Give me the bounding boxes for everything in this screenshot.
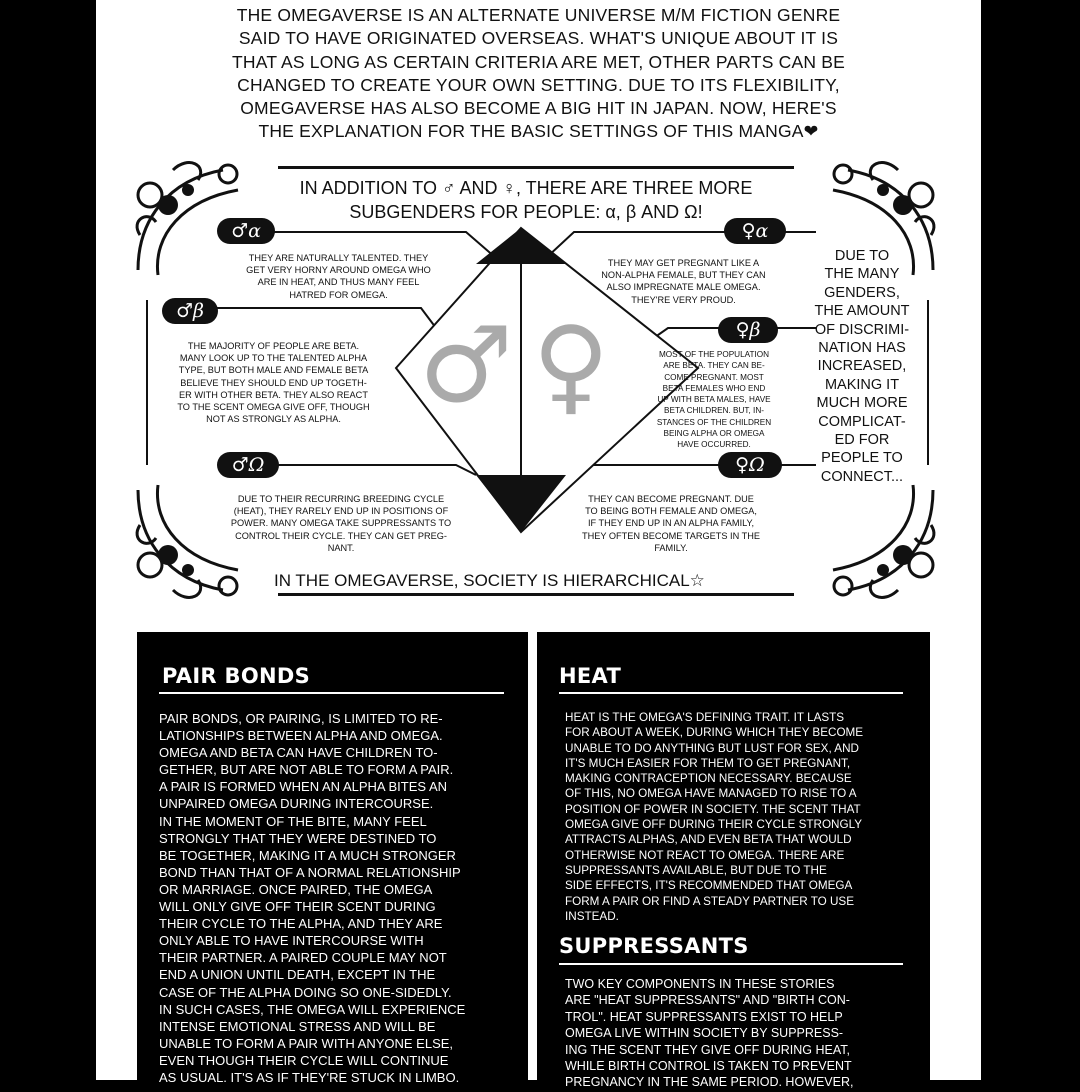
suppressants-underline [559,963,903,965]
side-note-line: PEOPLE TO [821,450,903,467]
text-line: UNPAIRED OMEGA DURING INTERCOURSE. [159,796,434,812]
text-line: THEIR PARTNER. A PAIRED COUPLE MAY NOT [159,950,447,966]
text-line: BE TOGETHER, MAKING IT A MUCH STRONGER [159,847,456,863]
pair-bonds-panel [137,632,528,1092]
note-line: TO BEING BOTH FEMALE AND OMEGA, [585,506,757,517]
note-line: MOST OF THE POPULATION [658,350,770,359]
discrimination-note [802,247,922,486]
female-symbol-icon: ♀ [532,304,610,426]
text-line: POSITION OF POWER IN SOCIETY. THE SCENT THAT [565,802,861,816]
text-line: STRONGLY THAT THEY WERE DESTINED TO [159,830,437,846]
text-line: TWO KEY COMPONENTS IN THESE STORIES [565,977,835,991]
note-line: ALSO IMPREGNATE MALE OMEGA. [606,282,761,293]
intro-line: CHANGED TO CREATE YOUR OWN SETTING. DUE TO ITS FLEXIBILITY, [237,74,840,95]
male-omega-description [206,493,476,554]
note-line: STANCES OF THE CHILDREN [656,417,772,427]
text-line: SUPPRESSANTS AVAILABLE, BUT DUE TO THE [565,863,827,877]
text-line: ATTRACTS ALPHAS, AND EVEN BETA THAT WOULD [565,833,852,847]
intro-line: THAT AS LONG AS CERTAIN CRITERIA ARE MET, OTHER PARTS CAN BE [232,51,845,72]
heat-text [565,710,910,924]
female-alpha-label: ♀α [724,218,786,244]
female-alpha-description [566,257,801,306]
intro-text [96,4,981,144]
side-note-line: CONNECT... [820,468,904,485]
note-line: UP WITH BETA MALES, HAVE [657,395,771,405]
suppressants-title: SUPPRESSANTS [559,934,749,958]
note-line: POWER. MANY OMEGA TAKE SUPPRESSANTS TO [230,518,452,529]
text-line: OR MARRIAGE. ONCE PAIRED, THE OMEGA [159,881,433,897]
intro-line: SAID TO HAVE ORIGINATED OVERSEAS. WHAT'S UNIQUE ABOUT IT IS [238,28,839,49]
note-line: HAVE OCCURRED. [677,440,751,450]
note-line: THEY OFTEN BECOME TARGETS IN THE [582,530,760,541]
side-note-line: ED FOR [834,432,890,449]
note-line: HATRED FOR OMEGA. [289,289,388,300]
pair-bonds-text [159,710,514,1086]
heat-title: HEAT [559,664,622,688]
note-line: BEING ALPHA OR OMEGA [663,429,765,439]
text-line: UNABLE TO FORM A PAIR WITH ANYONE ELSE, [159,1035,454,1051]
note-line: BETA CHILDREN. BUT, IN- [664,406,764,416]
female-beta-label: ♀β [718,317,778,343]
note-line: GET VERY HORNY AROUND OMEGA WHO [246,265,431,276]
male-alpha-label: ♂α [217,218,275,244]
text-line: OMEGA AND BETA CAN HAVE CHILDREN TO- [159,745,438,761]
text-line: MAKING CONTRACEPTION NECESSARY. BECAUSE [565,772,852,786]
text-line: THEIR CYCLE TO THE ALPHA, AND THEY ARE [159,916,443,932]
text-line: FORM A PAIR OR FIND A STEADY PARTNER TO USE [565,894,855,908]
text-line: INTENSE EMOTIONAL STRESS AND WILL BE [159,1018,436,1034]
side-note-line: OF DISCRIMI- [814,321,910,338]
text-line: A PAIR IS FORMED WHEN AN ALPHA BITES AN [159,779,447,795]
text-line: IN THE MOMENT OF THE BITE, MANY FEEL [159,813,427,829]
diagram-footer: IN THE OMEGAVERSE, SOCIETY IS HIERARCHICAL☆ [274,571,705,590]
note-line: TO THE SCENT OMEGA GIVE OFF, THOUGH [177,402,370,413]
intro-line: THE EXPLANATION FOR THE BASIC SETTINGS OF THIS MANGA❤ [258,121,819,142]
text-line: BOND THAN THAT OF A NORMAL RELATIONSHIP [159,864,461,880]
text-line: ARE "HEAT SUPPRESSANTS" AND "BIRTH CON- [565,993,850,1008]
note-line: IF THEY END UP IN AN ALPHA FAMILY, [587,518,755,529]
side-note-line: DUE TO [834,248,890,264]
male-beta-label: ♂β [162,298,218,324]
text-line: INSTEAD. [565,909,619,923]
female-beta-description [644,349,784,451]
text-line: OMEGA GIVE OFF DURING THEIR CYCLE STRONGLY [565,818,862,832]
female-omega-label: ♀Ω [718,452,782,478]
note-line: ER WITH OTHER BETA. THEY ALSO REACT [179,389,368,400]
note-line: DUE TO THEIR RECURRING BREEDING CYCLE [237,494,445,504]
text-line: PREGNANCY IN THE SAME PERIOD. HOWEVER, [565,1075,854,1090]
text-line: TROL". HEAT SUPPRESSANTS EXIST TO HELP [565,1009,843,1024]
text-line: WILL ONLY GIVE OFF THEIR SCENT DURING [159,899,436,915]
side-note-line: THE AMOUNT [814,303,910,320]
text-line: AS USUAL. IT'S AS IF THEY'RE STUCK IN LIMBO. [159,1069,460,1085]
text-line: ONLY ABLE TO HAVE INTERCOURSE WITH [159,933,424,949]
intro-line: OMEGAVERSE HAS ALSO BECOME A BIG HIT IN JAPAN. NOW, HERE'S [240,98,837,119]
note-line: BETA FEMALES WHO END [662,383,766,393]
note-line: (HEAT), THEY RARELY END UP IN POSITIONS OF [233,506,449,517]
text-line: OTHERWISE NOT REACT TO OMEGA. THERE ARE [565,848,845,862]
note-line: THEY ARE NATURALLY TALENTED. THEY [248,253,429,263]
side-note-line: COMPLICAT- [818,413,906,430]
male-symbol-icon: ♂ [418,304,514,426]
note-line: BELIEVE THEY SHOULD END UP TOGETH- [180,377,367,388]
note-line: ARE BETA. THEY CAN BE- [663,361,765,371]
note-line: FAMILY. [654,542,688,553]
diagram-heading-line: SUBGENDERS FOR PEOPLE: α, β AND Ω! [349,202,703,222]
pair-bonds-title: PAIR BONDS [162,664,311,688]
text-line: WHILE BIRTH CONTROL IS TAKEN TO PREVENT [565,1059,852,1074]
text-line: HEAT IS THE OMEGA'S DEFINING TRAIT. IT LASTS [565,711,845,724]
side-note-line: MUCH MORE [816,395,908,412]
text-line: PAIR BONDS, OR PAIRING, IS LIMITED TO RE- [159,711,443,726]
suppressants-text [565,976,910,1091]
note-line: THEY MAY GET PREGNANT LIKE A [607,258,760,268]
note-line: COME PREGNANT. MOST [664,372,764,382]
side-note-line: NATION HAS [818,340,906,357]
note-line: CONTROL THEIR CYCLE. THEY CAN GET PREG- [235,530,447,541]
text-line: LATIONSHIPS BETWEEN ALPHA AND OMEGA. [159,728,443,744]
text-line: GETHER, BUT ARE NOT ABLE TO FORM A PAIR. [159,762,454,778]
note-line: THEY CAN BECOME PREGNANT. DUE [588,494,754,504]
text-line: UNABLE TO DO ANYTHING BUT LUST FOR SEX, AND [565,741,859,755]
text-line: IN SUCH CASES, THE OMEGA WILL EXPERIENCE [159,1001,466,1017]
frame-bottom-line [278,593,794,596]
diagram-heading [246,176,806,224]
note-line: THE MAJORITY OF PEOPLE ARE BETA. [187,341,360,351]
male-beta-description [151,340,396,425]
side-note-line: THE MANY [824,266,900,283]
male-omega-label: ♂Ω [217,452,279,478]
note-line: NANT. [327,542,355,553]
text-line: SIDE EFFECTS, IT'S RECOMMENDED THAT OMEGA [565,879,853,893]
note-line: ARE IN HEAT, AND THUS MANY FEEL [257,277,420,288]
note-line: NON-ALPHA FEMALE, BUT THEY CAN [601,270,766,281]
text-line: OMEGA LIVE WITHIN SOCIETY BY SUPPRESS- [565,1026,844,1041]
heat-panel [537,632,930,1092]
frame-top-line [278,166,794,169]
pair-bonds-underline [159,692,504,694]
text-line: EVEN THOUGH THEIR CYCLE WILL CONTINUE [159,1052,449,1068]
text-line: ING THE SCENT THEY GIVE OFF DURING HEAT, [565,1042,850,1057]
intro-line: THE OMEGAVERSE IS AN ALTERNATE UNIVERSE M/M FICTION GENRE [236,5,841,25]
manga-page [96,0,981,1090]
side-note-line: MAKING IT [824,376,900,393]
heat-underline [559,692,903,694]
side-note-line: GENDERS, [824,284,900,301]
text-line: IT'S MUCH EASIER FOR THEM TO GET PREGNANT, [565,756,851,770]
side-note-line: INCREASED, [817,358,907,375]
female-omega-description [556,493,786,554]
text-line: FOR ABOUT A WEEK, DURING WHICH THEY BECOME [565,726,864,740]
note-line: THEY'RE VERY PROUD. [631,294,736,305]
diagram-heading-line: IN ADDITION TO ♂ AND ♀, THERE ARE THREE MORE [299,178,753,198]
text-line: OF THIS, NO OMEGA HAVE MANAGED TO RISE TO A [565,787,857,801]
note-line: NOT AS STRONGLY AS ALPHA. [206,414,341,425]
text-line: END A UNION UNTIL DEATH, EXCEPT IN THE [159,967,436,983]
male-alpha-description [206,252,471,301]
text-line: CASE OF THE ALPHA DOING SO ONE-SIDEDLY. [159,984,452,1000]
note-line: TYPE, BUT BOTH MALE AND FEMALE BETA [178,365,369,376]
note-line: MANY LOOK UP TO THE TALENTED ALPHA [179,353,368,364]
